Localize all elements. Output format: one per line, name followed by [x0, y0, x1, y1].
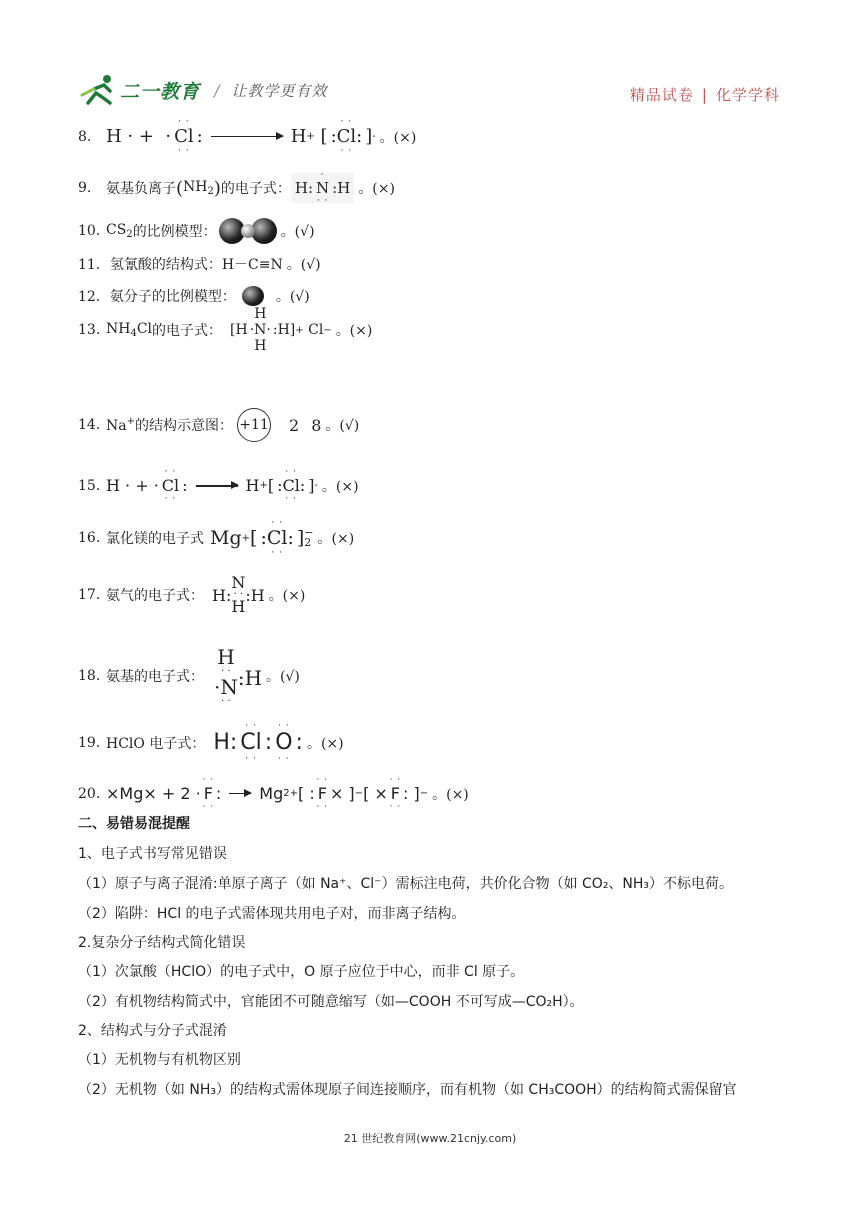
item-formula: $NH_2$	[183, 179, 214, 197]
brand-logo	[80, 72, 327, 108]
item-19	[78, 721, 344, 764]
item-formula: H－C≡N	[221, 257, 283, 273]
nucleus: +11	[237, 408, 271, 442]
section-title: 二、易错易混提醒	[78, 816, 190, 832]
header-subject-name: 化学学科	[715, 86, 780, 104]
item-text: 氨基负离子	[106, 181, 176, 197]
answer-mark: 。(√)	[280, 224, 315, 240]
item-20	[78, 775, 469, 812]
item-number: 18.	[78, 668, 101, 684]
item-17	[78, 574, 305, 616]
answer-mark: 。(×)	[335, 323, 373, 339]
item-number: 15.	[78, 477, 101, 494]
section-line-6: （2）有机物结构简式中，官能团不可随意缩写（如—COOH 不可写成—CO₂H）。	[78, 994, 584, 1010]
item-number: 19.	[78, 734, 101, 751]
answer-mark: 。(×)	[317, 531, 355, 547]
item-label: Na+	[106, 416, 135, 434]
item-18	[78, 646, 300, 706]
section-line-7: 2、结构式与分子式混淆	[78, 1023, 227, 1039]
answer-mark: 。(√)	[266, 669, 300, 685]
item-number: 11．	[78, 257, 110, 273]
formula-equation: H · + · · · Cl · · : H + [ · · :Cl: · · ] -	[106, 467, 318, 504]
item-14	[78, 408, 359, 442]
answer-mark: 。(×)	[306, 735, 344, 752]
formula-equation: ×Mg× + 2 · · · F · · : Mg 2+ [ : · · F · · × ] − [ × · · F · · : ] −	[106, 775, 429, 812]
section-line-8: （1）无机物与有机物区别	[78, 1052, 241, 1068]
answer-mark: 。(√)	[325, 418, 360, 434]
formula-equation: H · + · · · Cl · · : H + [ · · :Cl: · · ] -	[106, 117, 376, 156]
item-text: 氢氰酸的结构式：	[109, 257, 222, 273]
reaction-arrow-icon	[211, 136, 283, 137]
answer-mark: 。(×)	[358, 181, 395, 197]
section-line-2: （1）原子与离子混淆:单原子离子（如 Na⁺、Cl⁻）需标注电荷，共价化合物（如 CO₂、NH₃）不标电荷。	[78, 876, 734, 892]
section-line-4: 2.复杂分子结构式简化错误	[78, 935, 246, 951]
item-9: 9. 氨基负离子 ( $NH_2$ ) 的电子式： H: · N · · :H 。(×)	[78, 170, 395, 206]
section-line-5: （1）次氯酸（HClO）的电子式中，O 原子应位于中心，而非 Cl 原子。	[78, 964, 525, 980]
section-line-1: 1、电子式书写常见错误	[78, 846, 227, 862]
item-label: $NH_4Cl$	[106, 321, 153, 339]
electron-formula: H: · N · · :H	[291, 173, 354, 203]
item-text: 的比例模型：	[132, 224, 217, 240]
item-number: 10.	[78, 223, 101, 239]
item-number: 14.	[78, 417, 101, 433]
header-separator: /	[214, 80, 220, 100]
item-number: 9.	[78, 180, 92, 196]
item-number: 13.	[78, 322, 101, 338]
reaction-arrow-icon	[229, 793, 251, 794]
runner-logo-icon	[80, 73, 118, 107]
item-text: 氨分子的比例模型：	[109, 289, 236, 305]
item-11	[78, 254, 321, 274]
section-line-9: （2）无机物（如 NH₃）的结构式需体现原子间连接顺序，而有机物（如 CH₃COOH）的结构简式需保留官	[78, 1082, 737, 1098]
item-number: 8.	[78, 128, 92, 145]
header-subject	[630, 84, 780, 105]
item-8	[78, 117, 417, 156]
item-number: 17.	[78, 587, 101, 603]
brand-slogan: 让教学更有效	[231, 81, 328, 100]
nh3-space-filling-model-icon	[242, 286, 264, 306]
electron-shell-2: 8	[311, 415, 322, 435]
item-10	[78, 218, 315, 244]
answer-mark: 。(√)	[286, 257, 321, 273]
header-category: 精品试卷	[629, 86, 694, 104]
item-12	[78, 286, 310, 306]
item-text: 氨气的电子式：	[106, 588, 204, 604]
answer-mark: 。(√)	[275, 289, 310, 305]
item-text: 的电子式：	[152, 323, 223, 339]
electron-formula: H · · ·N · · :H	[214, 645, 263, 707]
item-16	[78, 518, 355, 558]
answer-mark: 。(×)	[432, 786, 469, 803]
answer-mark: 。(×)	[379, 129, 417, 146]
item-text: 氨基的电子式：	[106, 669, 204, 685]
item-text-2: 的电子式：	[220, 181, 291, 197]
electron-formula: [H H ·N· H :H] + Cl −	[230, 306, 332, 354]
electron-formula: H: · · Cl · · : · · O · · :	[213, 721, 303, 764]
page-footer: 21 世纪教育网(www.21cnjy.com)	[343, 1132, 517, 1145]
answer-mark: 。(×)	[268, 588, 306, 604]
item-text: 氯化镁的电子式	[106, 531, 204, 547]
item-15	[78, 467, 359, 504]
page-header	[0, 0, 860, 120]
electron-shell-1: 2	[289, 415, 300, 435]
item-number: 16.	[78, 530, 101, 546]
atomic-structure-diagram	[237, 408, 321, 442]
electron-formula: Mg + [ · · :Cl: · · ] − 2	[210, 518, 314, 558]
item-number: 20.	[78, 785, 101, 802]
item-13	[78, 306, 373, 354]
section-line-3: （2）陷阱：HCl 的电子式需体现共用电子对，而非离子结构。	[78, 906, 466, 922]
electron-formula: H: N · · H :H	[212, 573, 265, 616]
cs2-space-filling-model-icon	[219, 218, 277, 244]
item-text: HClO 电子式：	[106, 735, 206, 752]
answer-mark: 。(×)	[321, 478, 359, 495]
item-label: $CS_2$	[106, 222, 133, 240]
item-text: 的结构示意图：	[135, 418, 233, 434]
header-divider: |	[701, 86, 708, 104]
item-number: 12．	[78, 289, 110, 305]
brand-name: 二一教育	[120, 80, 201, 103]
reaction-arrow-icon	[196, 485, 238, 487]
